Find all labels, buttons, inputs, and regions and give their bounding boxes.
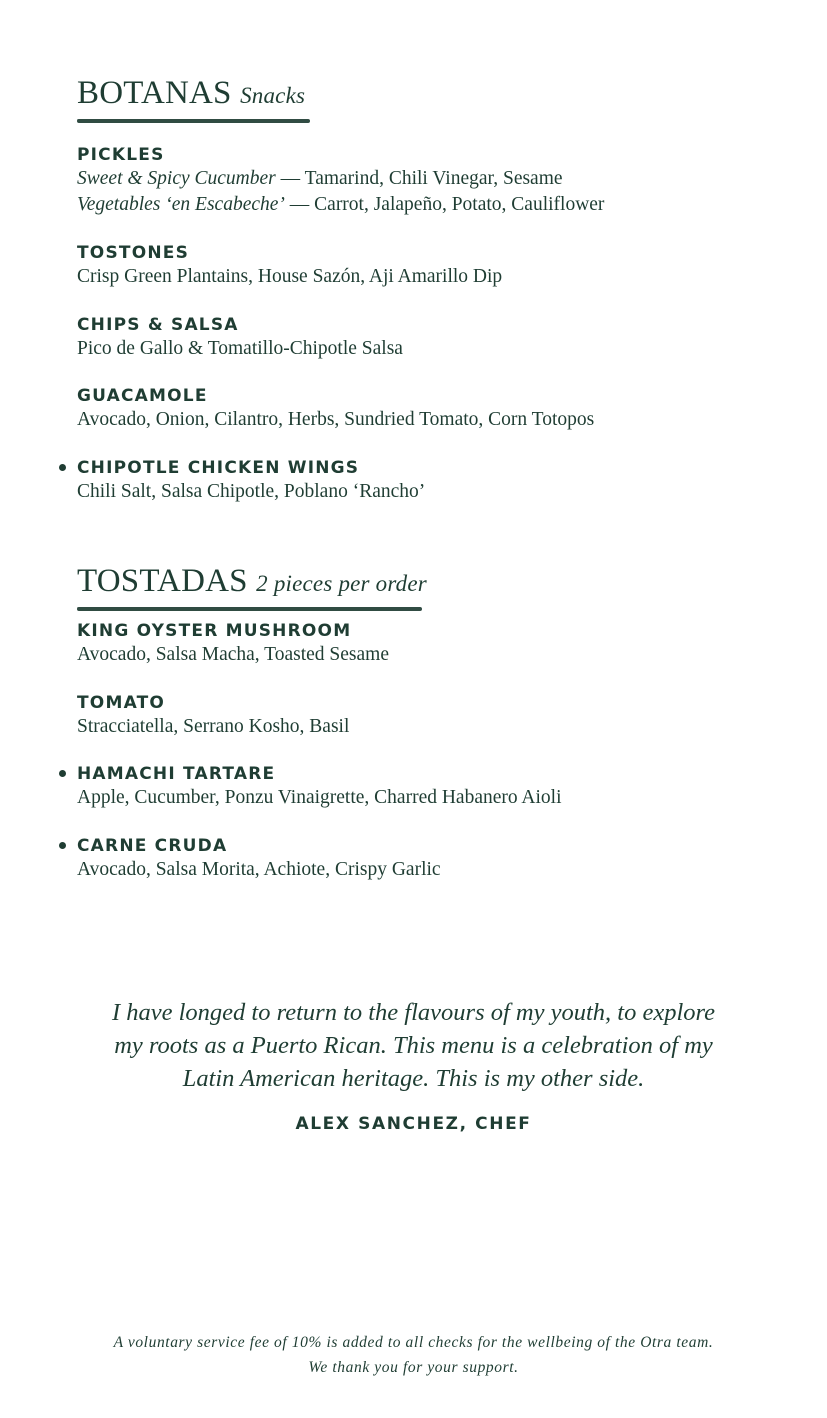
botanas-section: [77, 74, 757, 502]
item-name: CHIPOTLE CHICKEN WINGS: [77, 458, 360, 478]
menu-item-hamachi-tartare: [77, 763, 757, 811]
item-description: Avocado, Salsa Morita, Achiote, Crispy Garlic: [77, 859, 441, 880]
item-description: Chili Salt, Salsa Chipotle, Poblano ‘Rancho’: [77, 481, 426, 502]
item-description-italic: Sweet & Spicy Cucumber: [77, 168, 276, 189]
quote-line: I have longed to return to the flavours of my youth, to explore: [111, 999, 716, 1026]
menu-item-guacamole: [77, 385, 757, 433]
quote-attribution: ALEX SANCHEZ, CHEF: [295, 1114, 532, 1134]
botanas-subtitle: Snacks: [240, 83, 306, 108]
menu-item-tomato: [77, 692, 757, 740]
bullet-icon: [59, 770, 66, 777]
item-description-text: — Tamarind, Chili Vinegar, Sesame: [275, 168, 563, 189]
footer-line-1: A voluntary service fee of 10% is added to all checks for the wellbeing of the Otra team.: [113, 1334, 714, 1351]
item-description: Crisp Green Plantains, House Sazón, Aji Amarillo Dip: [77, 266, 503, 287]
item-description-text: — Carrot, Jalapeño, Potato, Cauliflower: [284, 194, 605, 215]
menu-item-carne-cruda: [77, 835, 757, 883]
item-name: HAMACHI TARTARE: [77, 764, 276, 784]
botanas-heading: [77, 74, 757, 115]
menu-item-pickles: [77, 144, 757, 218]
bullet-icon: [59, 464, 66, 471]
item-name: CHIPS & SALSA: [77, 315, 239, 335]
service-fee-note: [0, 1330, 827, 1380]
item-description: Avocado, Salsa Macha, Toasted Sesame: [77, 644, 389, 665]
item-description: Stracciatella, Serrano Kosho, Basil: [77, 716, 350, 737]
menu-item-chips-salsa: [77, 314, 757, 362]
tostadas-title: TOSTADAS: [77, 563, 248, 599]
item-name-row: [77, 763, 757, 785]
item-name: PICKLES: [77, 145, 165, 165]
tostadas-heading: [77, 562, 757, 603]
tostadas-underline: [77, 607, 422, 611]
item-description-italic: Vegetables ‘en Escabeche’: [77, 194, 285, 215]
tostadas-section: [77, 562, 757, 880]
chef-quote: [60, 996, 767, 1095]
item-description: [77, 192, 757, 218]
item-name: GUACAMOLE: [77, 386, 208, 406]
menu-item-chipotle-chicken-wings: [77, 457, 757, 505]
item-name: TOMATO: [77, 693, 166, 713]
item-name-row: [77, 457, 757, 479]
item-name: KING OYSTER MUSHROOM: [77, 621, 352, 641]
quote-line: my roots as a Puerto Rican. This menu is a celebration of my: [114, 1032, 713, 1059]
item-description: Pico de Gallo & Tomatillo-Chipotle Salsa: [77, 338, 403, 359]
item-description: [77, 166, 757, 192]
item-description: Avocado, Onion, Cilantro, Herbs, Sundried Tomato, Corn Totopos: [77, 409, 595, 430]
menu-item-king-oyster-mushroom: [77, 620, 757, 668]
item-description: Apple, Cucumber, Ponzu Vinaigrette, Charred Habanero Aioli: [77, 787, 562, 808]
item-name: TOSTONES: [77, 243, 190, 263]
item-name: CARNE CRUDA: [77, 836, 228, 856]
item-name-row: [77, 835, 757, 857]
quote-line: Latin American heritage. This is my other side.: [182, 1065, 645, 1092]
botanas-title: BOTANAS: [77, 75, 232, 111]
tostadas-subtitle: 2 pieces per order: [256, 571, 427, 596]
footer-line-2: We thank you for your support.: [308, 1359, 519, 1376]
botanas-underline: [77, 119, 310, 123]
menu-item-tostones: [77, 242, 757, 290]
bullet-icon: [59, 842, 66, 849]
